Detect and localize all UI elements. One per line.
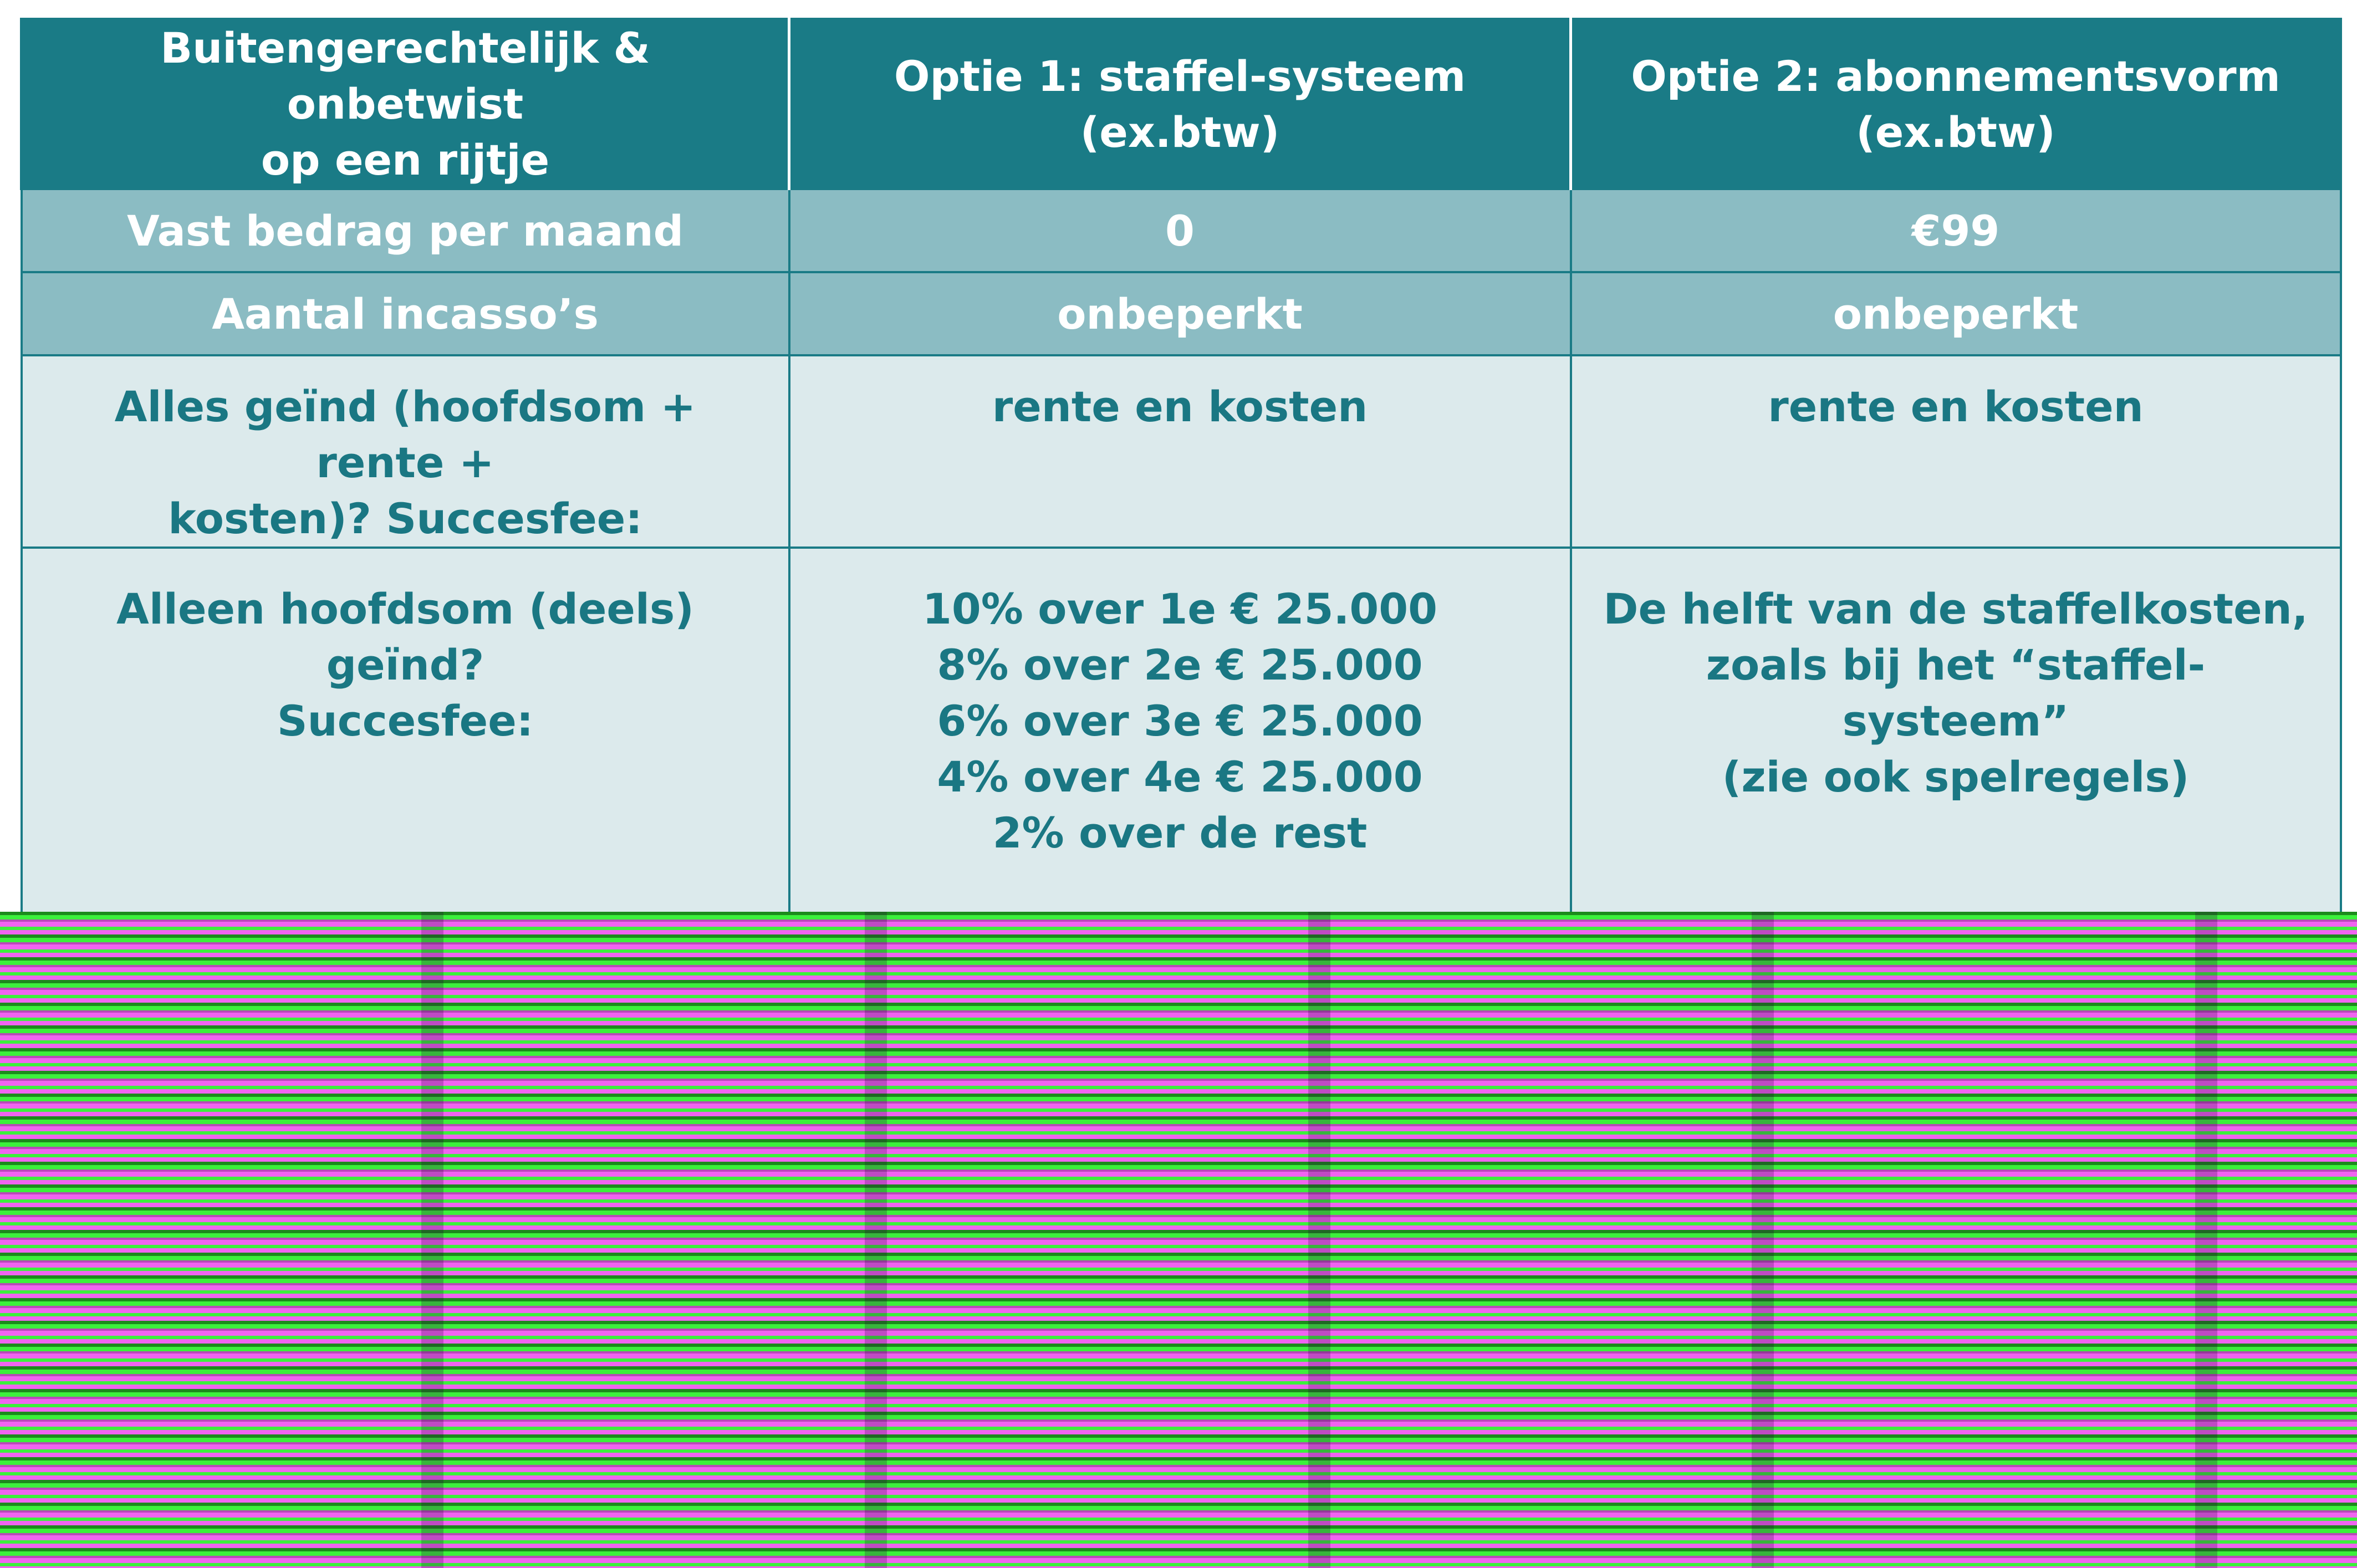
row-label: Aantal incasso’s (22, 272, 789, 355)
corrupted-image-area (0, 912, 2357, 1568)
option-1-value: rente en kosten (789, 355, 1571, 548)
header-option-2: Optie 2: abonnementsvorm (ex.btw) (1571, 19, 2341, 189)
option-2-value: rente en kosten (1571, 355, 2341, 548)
table-header-row (22, 19, 2341, 189)
table-row (22, 272, 2341, 355)
row-label: Alleen hoofdsom (deels) geïnd? Succesfee: (22, 548, 789, 937)
option-1-value: onbeperkt (789, 272, 1571, 355)
row-label: Alles geïnd (hoofdsom + rente + kosten)? Succesfee: (22, 355, 789, 548)
row-label: Vast bedrag per maand (22, 189, 789, 272)
option-2-value: onbeperkt (1571, 272, 2341, 355)
option-1-value: 0 (789, 189, 1571, 272)
table-row (22, 355, 2341, 548)
header-option-1: Optie 1: staffel-systeem (ex.btw) (789, 19, 1571, 189)
option-2-value: €99 (1571, 189, 2341, 272)
option-1-value: 10% over 1e € 25.000 8% over 2e € 25.000 6% over 3e € 25.000 4% over 4e € 25.000 2% over de rest (789, 548, 1571, 937)
header-overview: Buitengerechtelijk & onbetwist op een rijtje (22, 19, 789, 189)
pricing-comparison-table (20, 18, 2342, 1062)
table-row (22, 189, 2341, 272)
option-2-value: De helft van de staffelkosten, zoals bij het “staffel-systeem” (zie ook spelregels) (1571, 548, 2341, 937)
table-row (22, 548, 2341, 937)
